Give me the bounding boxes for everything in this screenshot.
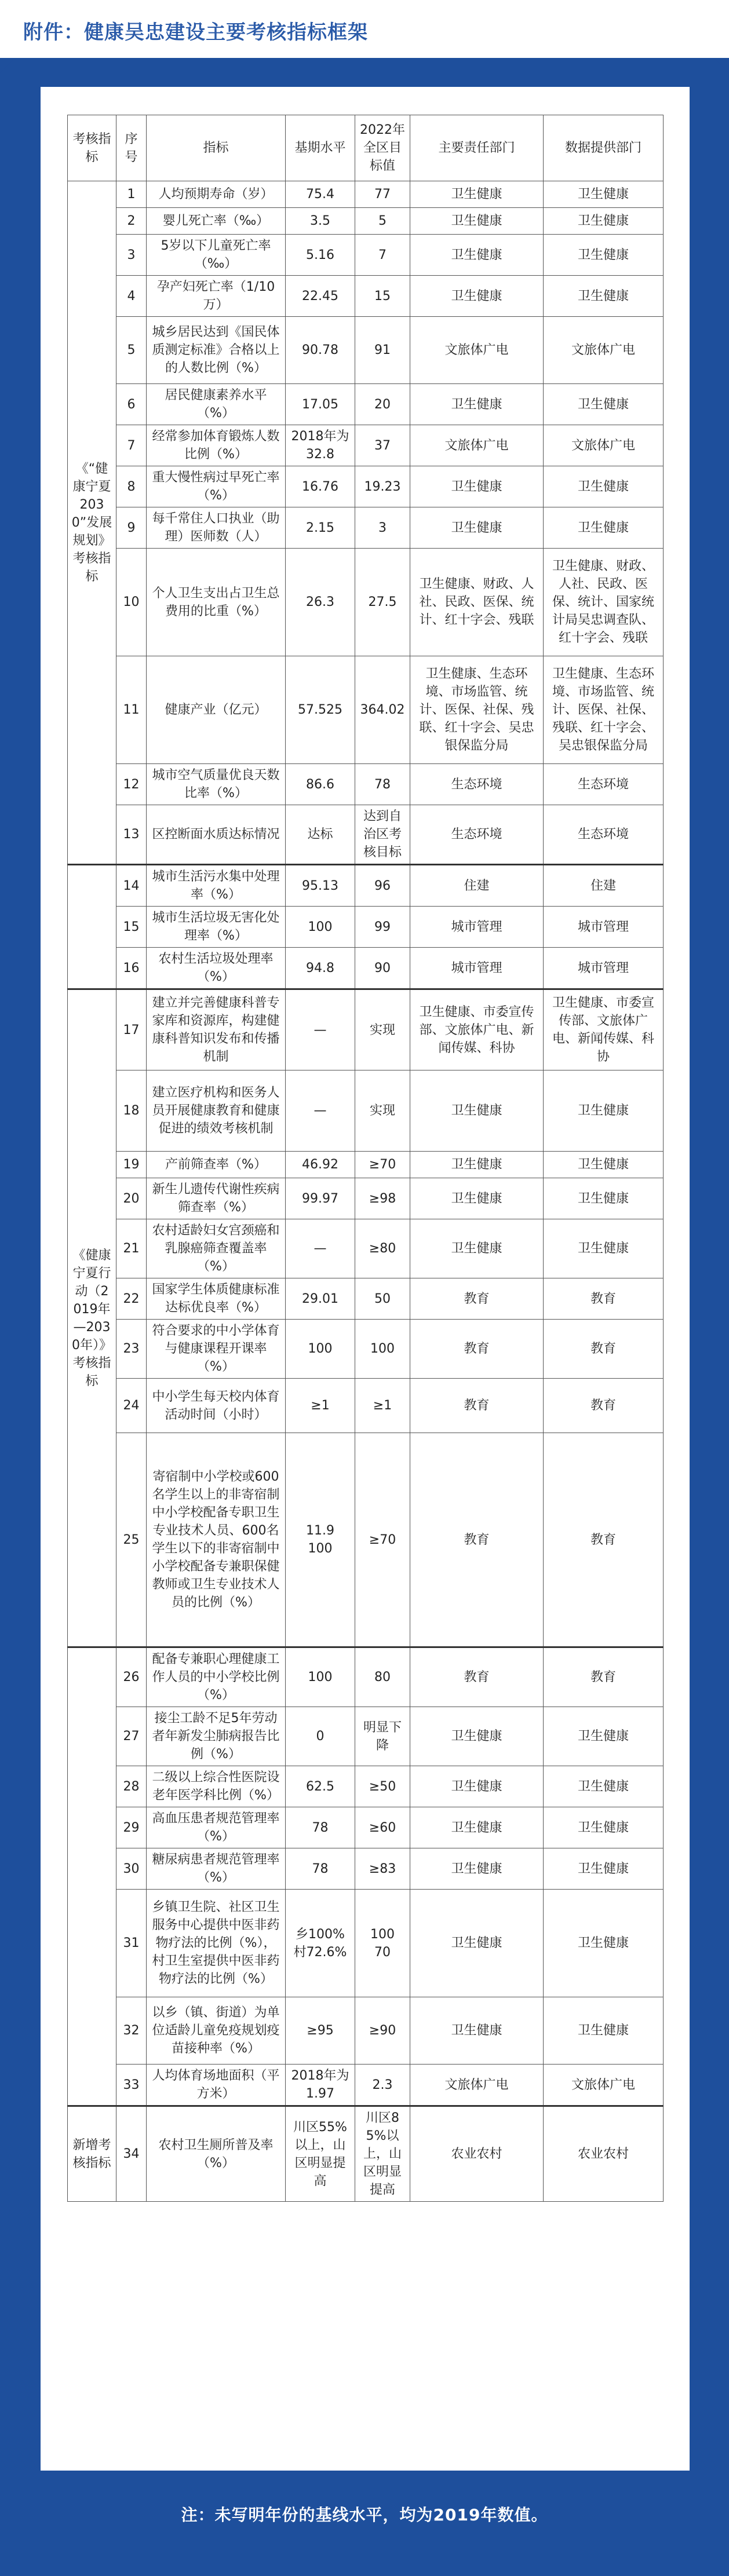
target-value: 2.3 xyxy=(355,2065,410,2106)
data-provider-dept: 卫生健康 xyxy=(544,1070,664,1152)
header-data-dept: 数据提供部门 xyxy=(544,115,664,181)
baseline-value: 乡100% 村72.6% xyxy=(286,1890,355,1997)
indicator-name: 孕产妇死亡率（1/10万） xyxy=(147,276,286,317)
row-number: 28 xyxy=(116,1766,147,1807)
baseline-value: — xyxy=(286,989,355,1070)
data-provider-dept: 教育 xyxy=(544,1278,664,1320)
baseline-value: 5.16 xyxy=(286,235,355,276)
target-value: 实现 xyxy=(355,989,410,1070)
row-number: 20 xyxy=(116,1178,147,1219)
data-provider-dept: 农业农村 xyxy=(544,2106,664,2202)
table-row xyxy=(68,276,664,317)
data-provider-dept: 生态环境 xyxy=(544,764,664,805)
responsible-dept: 卫生健康 xyxy=(410,276,544,317)
table-row xyxy=(68,1766,664,1807)
target-value: 7 xyxy=(355,235,410,276)
responsible-dept: 卫生健康 xyxy=(410,466,544,507)
group-label: 新增考核指标 xyxy=(68,2106,116,2202)
ribbon-left xyxy=(0,58,15,73)
indicator-name: 配备专兼职心理健康工作人员的中小学校比例（%） xyxy=(147,1647,286,1707)
baseline-value: 86.6 xyxy=(286,764,355,805)
baseline-value: 78 xyxy=(286,1848,355,1890)
responsible-dept: 文旅体广电 xyxy=(410,425,544,466)
document-sheet xyxy=(41,87,690,2471)
target-value: 90 xyxy=(355,948,410,989)
page-title: 附件：健康吴忠建设主要考核指标框架 xyxy=(23,21,368,44)
table-row xyxy=(68,805,664,865)
row-number: 29 xyxy=(116,1807,147,1848)
row-number: 4 xyxy=(116,276,147,317)
target-value: 20 xyxy=(355,384,410,425)
row-number: 21 xyxy=(116,1219,147,1278)
target-value: 5 xyxy=(355,208,410,235)
indicator-name: 糖尿病患者规范管理率（%） xyxy=(147,1848,286,1890)
data-provider-dept: 卫生健康 xyxy=(544,276,664,317)
row-number: 13 xyxy=(116,805,147,865)
table-row xyxy=(68,865,664,907)
responsible-dept: 卫生健康 xyxy=(410,235,544,276)
responsible-dept: 卫生健康 xyxy=(410,1070,544,1152)
indicator-name: 人均体育场地面积（平方米） xyxy=(147,2065,286,2106)
table-row xyxy=(68,1997,664,2065)
responsible-dept: 教育 xyxy=(410,1647,544,1707)
row-number: 16 xyxy=(116,948,147,989)
row-number: 14 xyxy=(116,865,147,907)
indicator-name: 每千常住人口执业（助理）医师数（人） xyxy=(147,507,286,549)
row-number: 26 xyxy=(116,1647,147,1707)
baseline-value: 2018年为32.8 xyxy=(286,425,355,466)
table-row xyxy=(68,1848,664,1890)
footer-note: 注：未写明年份的基线水平，均为2019年数值。 xyxy=(181,2505,548,2524)
target-value: ≥83 xyxy=(355,1848,410,1890)
data-provider-dept: 卫生健康 xyxy=(544,208,664,235)
responsible-dept: 卫生健康 xyxy=(410,1707,544,1766)
target-value: 川区85%以上，山区明显提高 xyxy=(355,2106,410,2202)
responsible-dept: 文旅体广电 xyxy=(410,317,544,384)
baseline-value: 75.4 xyxy=(286,181,355,208)
data-provider-dept: 教育 xyxy=(544,1320,664,1379)
baseline-value: 16.76 xyxy=(286,466,355,507)
indicator-name: 人均预期寿命（岁） xyxy=(147,181,286,208)
indicator-table xyxy=(67,115,664,2202)
responsible-dept: 卫生健康 xyxy=(410,1848,544,1890)
baseline-value: 95.13 xyxy=(286,865,355,907)
target-value: 实现 xyxy=(355,1070,410,1152)
data-provider-dept: 卫生健康 xyxy=(544,1807,664,1848)
baseline-value: 29.01 xyxy=(286,1278,355,1320)
indicator-name: 二级以上综合性医院设老年医学科比例（%） xyxy=(147,1766,286,1807)
row-number: 15 xyxy=(116,907,147,948)
responsible-dept: 教育 xyxy=(410,1379,544,1433)
table-row xyxy=(68,466,664,507)
data-provider-dept: 卫生健康 xyxy=(544,181,664,208)
target-value: ≥70 xyxy=(355,1433,410,1647)
indicator-name: 接尘工龄不足5年劳动者年新发尘肺病报告比例（%） xyxy=(147,1707,286,1766)
data-provider-dept: 卫生健康 xyxy=(544,1707,664,1766)
target-value: 80 xyxy=(355,1647,410,1707)
header-number: 序号 xyxy=(116,115,147,181)
responsible-dept: 城市管理 xyxy=(410,948,544,989)
data-provider-dept: 教育 xyxy=(544,1433,664,1647)
table-body xyxy=(68,181,664,2202)
target-value: ≥90 xyxy=(355,1997,410,2065)
responsible-dept: 教育 xyxy=(410,1320,544,1379)
baseline-value: 达标 xyxy=(286,805,355,865)
baseline-value: 78 xyxy=(286,1807,355,1848)
baseline-value: ≥1 xyxy=(286,1379,355,1433)
indicator-name: 城市生活污水集中处理率（%） xyxy=(147,865,286,907)
row-number: 6 xyxy=(116,384,147,425)
row-number: 23 xyxy=(116,1320,147,1379)
responsible-dept: 卫生健康 xyxy=(410,1807,544,1848)
data-provider-dept: 卫生健康 xyxy=(544,1766,664,1807)
table-row xyxy=(68,1433,664,1647)
baseline-value: 100 xyxy=(286,907,355,948)
header-category: 考核指标 xyxy=(68,115,116,181)
table-row xyxy=(68,1070,664,1152)
indicator-name: 新生儿遗传代谢性疾病筛查率（%） xyxy=(147,1178,286,1219)
data-provider-dept: 卫生健康、财政、人社、民政、医保、统计、国家统计局吴忠调查队、红十字会、残联 xyxy=(544,549,664,656)
indicator-name: 健康产业（亿元） xyxy=(147,656,286,764)
baseline-value: — xyxy=(286,1070,355,1152)
table-row xyxy=(68,1178,664,1219)
baseline-value: 90.78 xyxy=(286,317,355,384)
indicator-name: 农村卫生厕所普及率（%） xyxy=(147,2106,286,2202)
data-provider-dept: 卫生健康 xyxy=(544,1152,664,1178)
data-provider-dept: 卫生健康 xyxy=(544,1890,664,1997)
data-provider-dept: 城市管理 xyxy=(544,907,664,948)
baseline-value: 100 xyxy=(286,1647,355,1707)
target-value: 50 xyxy=(355,1278,410,1320)
target-value: ≥70 xyxy=(355,1152,410,1178)
row-number: 27 xyxy=(116,1707,147,1766)
responsible-dept: 卫生健康 xyxy=(410,1766,544,1807)
target-value: 77 xyxy=(355,181,410,208)
table-row xyxy=(68,549,664,656)
row-number: 2 xyxy=(116,208,147,235)
responsible-dept: 卫生健康、市委宣传部、文旅体广电、新闻传媒、科协 xyxy=(410,989,544,1070)
responsible-dept: 生态环境 xyxy=(410,805,544,865)
data-provider-dept: 卫生健康 xyxy=(544,1219,664,1278)
target-value: 91 xyxy=(355,317,410,384)
indicator-name: 农村适龄妇女宫颈癌和乳腺癌筛查覆盖率（%） xyxy=(147,1219,286,1278)
data-provider-dept: 文旅体广电 xyxy=(544,425,664,466)
baseline-value: 川区55%以上，山区明显提高 xyxy=(286,2106,355,2202)
baseline-value: 11.9 100 xyxy=(286,1433,355,1647)
target-value: ≥60 xyxy=(355,1807,410,1848)
responsible-dept: 卫生健康 xyxy=(410,1219,544,1278)
indicator-name: 高血压患者规范管理率（%） xyxy=(147,1807,286,1848)
target-value: 19.23 xyxy=(355,466,410,507)
indicator-name: 城乡居民达到《国民体质测定标准》合格以上的人数比例（%） xyxy=(147,317,286,384)
table-row xyxy=(68,2065,664,2106)
table-row xyxy=(68,1379,664,1433)
row-number: 32 xyxy=(116,1997,147,2065)
table-row xyxy=(68,1707,664,1766)
data-provider-dept: 卫生健康 xyxy=(544,1848,664,1890)
group-label xyxy=(68,865,116,989)
row-number: 5 xyxy=(116,317,147,384)
baseline-value: 99.97 xyxy=(286,1178,355,1219)
row-number: 12 xyxy=(116,764,147,805)
table-row xyxy=(68,425,664,466)
target-value: 达到自治区考核目标 xyxy=(355,805,410,865)
row-number: 34 xyxy=(116,2106,147,2202)
group-label: 《健康宁夏行动（2019年—2030年）》考核指标 xyxy=(68,989,116,1647)
responsible-dept: 农业农村 xyxy=(410,2106,544,2202)
responsible-dept: 卫生健康 xyxy=(410,208,544,235)
table-row xyxy=(68,181,664,208)
table-row xyxy=(68,1890,664,1997)
row-number: 25 xyxy=(116,1433,147,1647)
target-value: 37 xyxy=(355,425,410,466)
data-provider-dept: 教育 xyxy=(544,1379,664,1433)
indicator-name: 农村生活垃圾处理率（%） xyxy=(147,948,286,989)
indicator-name: 产前筛查率（%） xyxy=(147,1152,286,1178)
baseline-value: 94.8 xyxy=(286,948,355,989)
target-value: ≥1 xyxy=(355,1379,410,1433)
header-indicator: 指标 xyxy=(147,115,286,181)
row-number: 11 xyxy=(116,656,147,764)
responsible-dept: 教育 xyxy=(410,1278,544,1320)
table-row xyxy=(68,1807,664,1848)
row-number: 17 xyxy=(116,989,147,1070)
indicator-name: 重大慢性病过早死亡率（%） xyxy=(147,466,286,507)
row-number: 1 xyxy=(116,181,147,208)
indicator-name: 区控断面水质达标情况 xyxy=(147,805,286,865)
target-value: ≥80 xyxy=(355,1219,410,1278)
indicator-name: 以乡（镇、街道）为单位适龄儿童免疫规划疫苗接种率（%） xyxy=(147,1997,286,2065)
responsible-dept: 卫生健康 xyxy=(410,1178,544,1219)
table-row xyxy=(68,1320,664,1379)
ribbon-right xyxy=(714,58,729,73)
responsible-dept: 卫生健康 xyxy=(410,1890,544,1997)
indicator-name: 符合要求的中小学体育与健康课程开课率（%） xyxy=(147,1320,286,1379)
data-provider-dept: 住建 xyxy=(544,865,664,907)
data-provider-dept: 卫生健康 xyxy=(544,466,664,507)
row-number: 9 xyxy=(116,507,147,549)
indicator-name: 城市生活垃圾无害化处理率（%） xyxy=(147,907,286,948)
baseline-value: 17.05 xyxy=(286,384,355,425)
target-value: ≥50 xyxy=(355,1766,410,1807)
baseline-value: 0 xyxy=(286,1707,355,1766)
data-provider-dept: 卫生健康 xyxy=(544,1997,664,2065)
table-header-row xyxy=(68,115,664,181)
table-row xyxy=(68,989,664,1070)
data-provider-dept: 城市管理 xyxy=(544,948,664,989)
indicator-name: 婴儿死亡率（‰） xyxy=(147,208,286,235)
target-value: 96 xyxy=(355,865,410,907)
row-number: 30 xyxy=(116,1848,147,1890)
header-target: 2022年全区目标值 xyxy=(355,115,410,181)
data-provider-dept: 文旅体广电 xyxy=(544,317,664,384)
target-value: 15 xyxy=(355,276,410,317)
header-baseline: 基期水平 xyxy=(286,115,355,181)
table-row xyxy=(68,1278,664,1320)
responsible-dept: 卫生健康、生态环境、市场监管、统计、医保、社保、残联、红十字会、吴忠银保监分局 xyxy=(410,656,544,764)
row-number: 3 xyxy=(116,235,147,276)
target-value: 99 xyxy=(355,907,410,948)
target-value: 100 xyxy=(355,1320,410,1379)
row-number: 8 xyxy=(116,466,147,507)
indicator-name: 个人卫生支出占卫生总费用的比重（%） xyxy=(147,549,286,656)
baseline-value: 2018年为1.97 xyxy=(286,2065,355,2106)
target-value: 78 xyxy=(355,764,410,805)
responsible-dept: 城市管理 xyxy=(410,907,544,948)
responsible-dept: 生态环境 xyxy=(410,764,544,805)
table-row xyxy=(68,1647,664,1707)
baseline-value: 26.3 xyxy=(286,549,355,656)
table-row xyxy=(68,384,664,425)
indicator-name: 城市空气质量优良天数比率（%） xyxy=(147,764,286,805)
target-value: 3 xyxy=(355,507,410,549)
responsible-dept: 教育 xyxy=(410,1433,544,1647)
target-value: 100 70 xyxy=(355,1890,410,1997)
row-number: 19 xyxy=(116,1152,147,1178)
table-row xyxy=(68,764,664,805)
group-label xyxy=(68,1647,116,2106)
responsible-dept: 卫生健康 xyxy=(410,507,544,549)
baseline-value: 57.525 xyxy=(286,656,355,764)
table-row xyxy=(68,317,664,384)
target-value: 27.5 xyxy=(355,549,410,656)
data-provider-dept: 卫生健康、市委宣传部、文旅体广电、新闻传媒、科协 xyxy=(544,989,664,1070)
indicator-name: 5岁以下儿童死亡率（‰） xyxy=(147,235,286,276)
baseline-value: 22.45 xyxy=(286,276,355,317)
responsible-dept: 卫生健康 xyxy=(410,1997,544,2065)
indicator-name: 寄宿制中小学校或600名学生以上的非寄宿制中小学校配备专职卫生专业技术人员、600名学生以下的非寄宿制中小学校配备专兼职保健教师或卫生专业技术人员的比例（%） xyxy=(147,1433,286,1647)
table-row xyxy=(68,1152,664,1178)
data-provider-dept: 卫生健康、生态环境、市场监管、统计、医保、社保、残联、红十字会、吴忠银保监分局 xyxy=(544,656,664,764)
table-row xyxy=(68,208,664,235)
data-provider-dept: 生态环境 xyxy=(544,805,664,865)
data-provider-dept: 卫生健康 xyxy=(544,235,664,276)
baseline-value: 2.15 xyxy=(286,507,355,549)
row-number: 7 xyxy=(116,425,147,466)
target-value: 364.02 xyxy=(355,656,410,764)
table-row xyxy=(68,1219,664,1278)
baseline-value: 3.5 xyxy=(286,208,355,235)
baseline-value: 62.5 xyxy=(286,1766,355,1807)
baseline-value: 46.92 xyxy=(286,1152,355,1178)
row-number: 33 xyxy=(116,2065,147,2106)
table-row xyxy=(68,907,664,948)
table-row xyxy=(68,235,664,276)
data-provider-dept: 卫生健康 xyxy=(544,1178,664,1219)
indicator-name: 乡镇卫生院、社区卫生服务中心提供中医非药物疗法的比例（%），村卫生室提供中医非药物疗法的比例（%） xyxy=(147,1890,286,1997)
header-responsible-dept: 主要责任部门 xyxy=(410,115,544,181)
baseline-value: 100 xyxy=(286,1320,355,1379)
indicator-name: 建立医疗机构和医务人员开展健康教育和健康促进的绩效考核机制 xyxy=(147,1070,286,1152)
responsible-dept: 住建 xyxy=(410,865,544,907)
table-row xyxy=(68,656,664,764)
target-value: 明显下降 xyxy=(355,1707,410,1766)
table-row xyxy=(68,507,664,549)
data-provider-dept: 教育 xyxy=(544,1647,664,1707)
table-row xyxy=(68,2106,664,2202)
table-row xyxy=(68,948,664,989)
data-provider-dept: 卫生健康 xyxy=(544,507,664,549)
indicator-name: 居民健康素养水平（%） xyxy=(147,384,286,425)
indicator-name: 国家学生体质健康标准达标优良率（%） xyxy=(147,1278,286,1320)
data-provider-dept: 文旅体广电 xyxy=(544,2065,664,2106)
indicator-name: 中小学生每天校内体育活动时间（小时） xyxy=(147,1379,286,1433)
responsible-dept: 文旅体广电 xyxy=(410,2065,544,2106)
row-number: 22 xyxy=(116,1278,147,1320)
responsible-dept: 卫生健康 xyxy=(410,181,544,208)
responsible-dept: 卫生健康 xyxy=(410,1152,544,1178)
indicator-name: 建立并完善健康科普专家库和资源库，构建健康科普知识发布和传播机制 xyxy=(147,989,286,1070)
data-provider-dept: 卫生健康 xyxy=(544,384,664,425)
row-number: 10 xyxy=(116,549,147,656)
target-value: ≥98 xyxy=(355,1178,410,1219)
baseline-value: ≥95 xyxy=(286,1997,355,2065)
row-number: 18 xyxy=(116,1070,147,1152)
row-number: 24 xyxy=(116,1379,147,1433)
responsible-dept: 卫生健康、财政、人社、民政、医保、统计、红十字会、残联 xyxy=(410,549,544,656)
responsible-dept: 卫生健康 xyxy=(410,384,544,425)
indicator-name: 经常参加体育锻炼人数比例（%） xyxy=(147,425,286,466)
row-number: 31 xyxy=(116,1890,147,1997)
group-label: 《“健康宁夏2030”发展规划》考核指标 xyxy=(68,181,116,865)
baseline-value: — xyxy=(286,1219,355,1278)
